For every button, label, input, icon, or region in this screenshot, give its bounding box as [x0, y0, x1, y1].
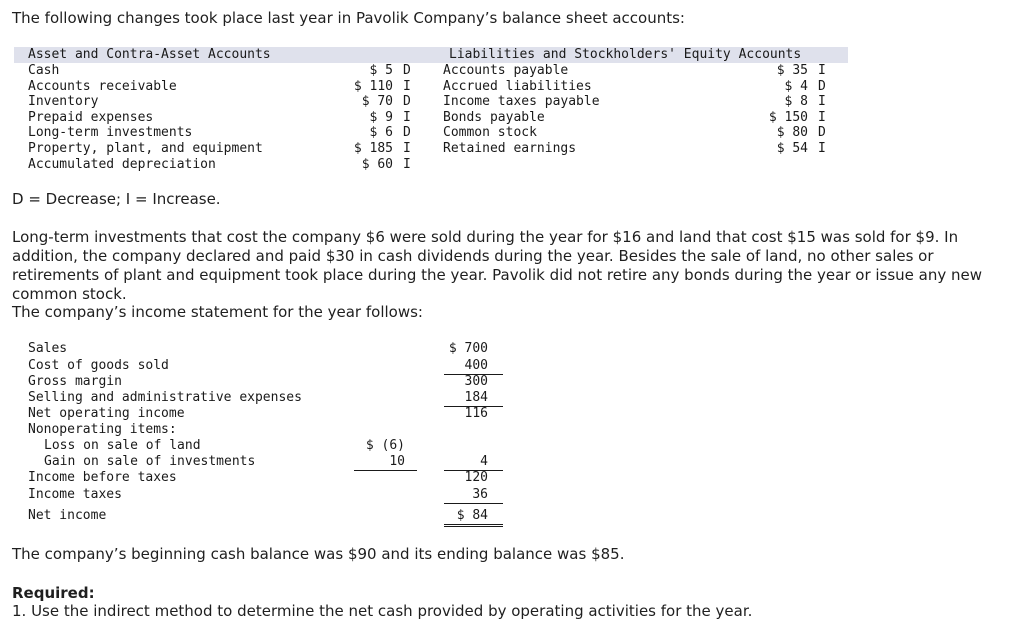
is-label: Gross margin [28, 374, 122, 389]
liability-direction: I [818, 141, 826, 156]
is-outer-value: $ 700 [448, 341, 488, 356]
asset-direction: D [403, 63, 411, 78]
asset-direction: D [403, 125, 411, 140]
liability-name: Accounts payable [443, 63, 569, 78]
legend-text: D = Decrease; I = Increase. [12, 190, 221, 208]
asset-name: Property, plant, and equipment [28, 141, 263, 156]
is-inner-value: 10 [389, 454, 405, 469]
liability-value: $ 54 [776, 141, 808, 156]
is-inner-value: $ (6) [365, 438, 405, 453]
subtotal-rule [354, 470, 417, 471]
liabilities-header: Liabilities and Stockholders' Equity Accounts [449, 47, 802, 62]
liability-direction: D [818, 125, 826, 140]
is-label: Selling and administrative expenses [28, 390, 302, 405]
liability-value: $ 4 [784, 79, 808, 94]
asset-direction: I [403, 141, 411, 156]
asset-name: Cash [28, 63, 60, 78]
is-outer-value: 300 [464, 374, 488, 389]
subtotal-rule [444, 503, 503, 504]
asset-value: $ 9 [369, 110, 393, 125]
asset-name: Long-term investments [28, 125, 193, 140]
is-outer-value: 116 [464, 406, 488, 421]
income-statement-intro: The company’s income statement for the year follows: [12, 303, 423, 321]
liability-name: Bonds payable [443, 110, 545, 125]
required-heading: Required: [12, 584, 95, 602]
liability-value: $ 80 [776, 125, 808, 140]
cash-balance-note: The company’s beginning cash balance was $90 and its ending balance was $85. [12, 545, 625, 563]
is-label: Loss on sale of land [44, 438, 201, 453]
asset-value: $ 70 [361, 94, 393, 109]
liability-direction: I [818, 110, 826, 125]
is-label: Sales [28, 341, 68, 356]
asset-direction: I [403, 110, 411, 125]
liability-direction: I [818, 94, 826, 109]
liability-direction: D [818, 79, 826, 94]
is-outer-value: 184 [464, 390, 488, 405]
liability-name: Income taxes payable [443, 94, 600, 109]
is-label: Gain on sale of investments [44, 454, 256, 469]
liability-name: Accrued liabilities [443, 79, 592, 94]
asset-value: $ 5 [369, 63, 393, 78]
asset-name: Accumulated depreciation [28, 157, 216, 172]
is-outer-value: 4 [480, 454, 488, 469]
liability-value: $ 8 [784, 94, 808, 109]
is-label: Income before taxes [28, 470, 177, 485]
is-label: Net income [28, 508, 107, 523]
asset-direction: I [403, 79, 411, 94]
asset-direction: I [403, 157, 411, 172]
liability-name: Common stock [443, 125, 537, 140]
is-label: Cost of goods sold [28, 358, 169, 373]
asset-name: Inventory [28, 94, 99, 109]
asset-name: Accounts receivable [28, 79, 177, 94]
liability-value: $ 35 [776, 63, 808, 78]
intro-text: The following changes took place last year in Pavolik Company’s balance sheet accounts: [12, 9, 685, 27]
total-double-rule [444, 524, 503, 527]
is-label: Income taxes [28, 487, 122, 502]
is-outer-value: 36 [472, 487, 488, 502]
asset-value: $ 185 [353, 141, 393, 156]
liability-direction: I [818, 63, 826, 78]
asset-direction: D [403, 94, 411, 109]
is-outer-value: 120 [464, 470, 488, 485]
liability-value: $ 150 [768, 110, 808, 125]
asset-header: Asset and Contra-Asset Accounts [28, 47, 271, 62]
is-label: Net operating income [28, 406, 185, 421]
liability-name: Retained earnings [443, 141, 577, 156]
asset-name: Prepaid expenses [28, 110, 154, 125]
problem-paragraph: Long-term investments that cost the company $6 were sold during the year for $16 and land that cost $15 was sold for $9. In addition, the company declared and paid $30 in cash dividends during the year. Besides the sale of land, no other sales or retirements of plant and equipment took place during the year. Pavolik did not retire any bonds during the year or issue any new common stock. [12, 228, 983, 303]
is-outer-value: 400 [464, 358, 488, 373]
asset-value: $ 60 [361, 157, 393, 172]
asset-value: $ 110 [353, 79, 393, 94]
is-label: Nonoperating items: [28, 422, 177, 437]
is-outer-value: $ 84 [456, 508, 488, 523]
required-item: 1. Use the indirect method to determine the net cash provided by operating activities for the year. [12, 602, 753, 620]
asset-value: $ 6 [369, 125, 393, 140]
